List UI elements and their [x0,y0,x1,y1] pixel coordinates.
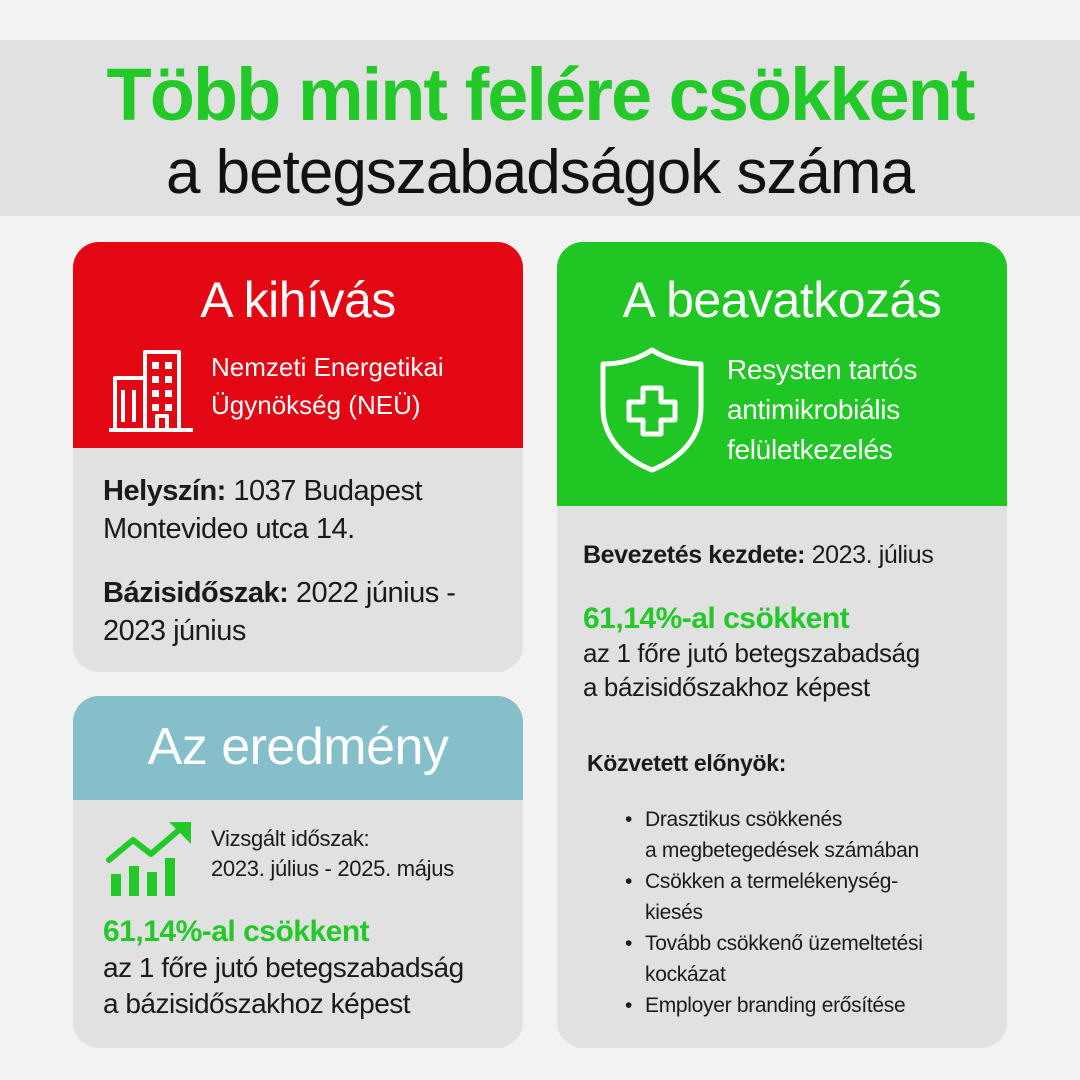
intervention-description [727,350,997,470]
challenge-card-header [73,242,523,448]
shield-cross-icon [597,346,707,474]
benefits-list [625,804,995,1021]
intervention-heading: A beavatkozás [622,272,942,328]
location-info [103,472,513,548]
list-item [625,866,995,928]
result-text-line1: az 1 főre jutó betegszabadság [103,952,464,983]
intervention-result-line1: az 1 főre jutó betegszabadság [583,638,920,668]
introduction-start-label: Bevezetés kezdete: [583,541,806,569]
benefits-title: Közvetett előnyök: [587,750,787,776]
organization-name-line2: Ügynökség (NEÜ) [211,390,421,420]
location-value: 1037 Budapest [225,475,422,507]
benefit-line1: • Csökken a termelékenység- [645,870,898,893]
intervention-line3: felületkezelés [727,434,893,465]
organization-name [211,348,511,424]
page-title: Több mint felére csökkent [106,53,974,136]
challenge-heading: A kihívás [200,272,396,328]
base-period-value: 2022 június - [288,577,456,609]
result-highlight: 61,14%-al csökkent [103,915,370,948]
examined-period-label: Vizsgált időszak: [211,826,370,851]
intervention-card-header [557,242,1007,506]
benefit-line1: • Employer branding erősítése [645,994,906,1017]
benefit-line1: • Tovább csökkenő üzemeltetési [645,932,923,955]
base-period-info [103,574,513,650]
intervention-result-line2: a bázisidőszakhoz képest [583,672,870,702]
organization-name-line1: Nemzeti Energetikai [211,352,444,382]
list-item [625,928,995,990]
benefit-line2: kockázat [645,963,726,986]
base-period-value-line2: 2023 június [103,615,246,647]
result-summary [103,914,513,1022]
examined-period-value: 2023. július - 2025. május [211,856,454,881]
challenge-card [73,242,523,672]
result-card-header [73,696,523,800]
intervention-line1: Resysten tartós [727,354,918,385]
intervention-highlight: 61,14%-al csökkent [583,602,850,635]
trend-up-chart-icon [105,820,197,896]
result-card [73,696,523,1048]
examined-period [211,824,511,884]
location-value-line2: Montevideo utca 14. [103,513,355,545]
introduction-start [583,538,993,572]
benefit-line1: • Drasztikus csökkenés [645,808,843,831]
intervention-result [583,602,993,704]
benefit-line2: a megbetegedések számában [645,839,919,862]
list-item [625,804,995,866]
intervention-card [557,242,1007,1048]
introduction-start-value: 2023. július [805,541,934,569]
result-text-line2: a bázisidőszakhoz képest [103,988,411,1019]
intervention-line2: antimikrobiális [727,394,900,425]
list-item [625,990,995,1021]
building-icon [107,346,195,434]
page-subtitle: a betegszabadságok száma [165,138,915,207]
benefit-line2: kiesés [645,901,703,924]
result-heading: Az eredmény [147,718,449,776]
base-period-label: Bázisidőszak: [103,577,289,609]
title-band [0,40,1080,216]
location-label: Helyszín: [103,475,226,507]
